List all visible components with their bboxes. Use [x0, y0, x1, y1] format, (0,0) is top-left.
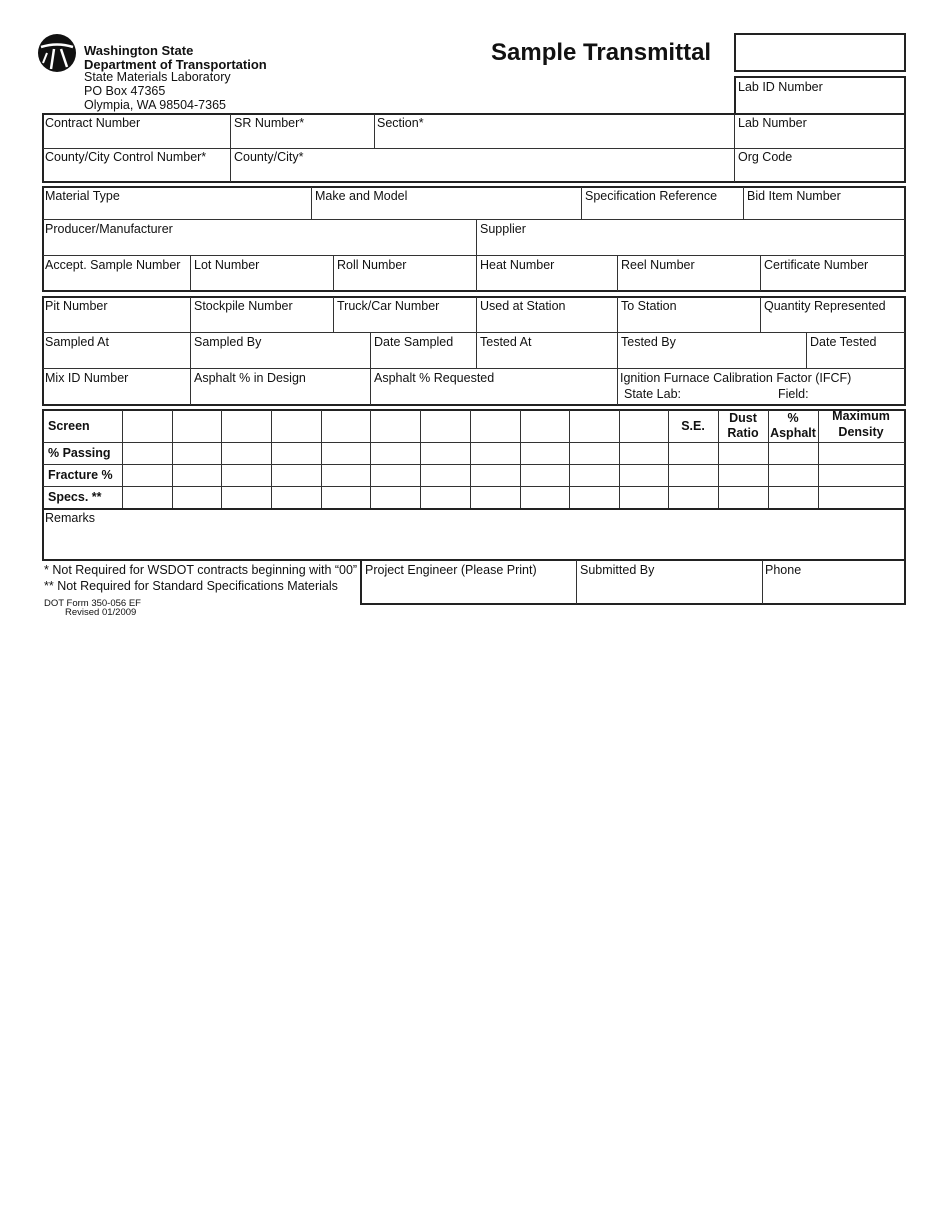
- col-header-ratio: Ratio: [727, 426, 759, 440]
- bid-item-number-field[interactable]: Bid Item Number: [747, 189, 841, 203]
- grid-cell[interactable]: [570, 410, 619, 442]
- address-line1: State Materials Laboratory: [84, 70, 231, 84]
- roll-number-field[interactable]: Roll Number: [337, 258, 407, 272]
- contract-number-field[interactable]: Contract Number: [45, 116, 141, 130]
- col-header-dust: Dust: [729, 411, 757, 425]
- asphalt-in-design-field[interactable]: Asphalt % in Design: [194, 371, 306, 385]
- pit-number-field[interactable]: Pit Number: [45, 299, 108, 313]
- wsdot-logo: [37, 33, 77, 73]
- grid-cell[interactable]: [371, 443, 420, 464]
- used-at-station-field[interactable]: Used at Station: [480, 299, 566, 313]
- grid-cell[interactable]: [173, 487, 221, 508]
- row-label-passing: % Passing: [48, 446, 111, 460]
- grid-cell[interactable]: [222, 465, 271, 486]
- ifcf-field-field[interactable]: Field:: [778, 387, 809, 401]
- remarks-label: Remarks: [45, 511, 96, 525]
- row-label-screen: Screen: [48, 419, 90, 433]
- row-label-specs: Specs. **: [48, 490, 102, 504]
- grid-cell[interactable]: [769, 465, 818, 486]
- date-tested-field[interactable]: Date Tested: [810, 335, 877, 349]
- org-code-field[interactable]: Org Code: [738, 150, 793, 164]
- remarks-field[interactable]: [42, 508, 906, 561]
- grid-cell[interactable]: [421, 487, 470, 508]
- sampled-at-field[interactable]: Sampled At: [45, 335, 109, 349]
- grid-cell[interactable]: [173, 443, 221, 464]
- grid-cell[interactable]: [620, 487, 668, 508]
- grid-cell[interactable]: [620, 443, 668, 464]
- footnote-2: ** Not Required for Standard Specifications Materials: [44, 579, 338, 593]
- asphalt-requested-field[interactable]: Asphalt % Requested: [374, 371, 495, 385]
- grid-cell[interactable]: [471, 465, 520, 486]
- grid-cell[interactable]: [322, 410, 370, 442]
- page-title: Sample Transmittal: [491, 39, 712, 66]
- lab-id-input-box[interactable]: [734, 33, 906, 72]
- mix-id-number-field[interactable]: Mix ID Number: [45, 371, 129, 385]
- grid-cell[interactable]: [173, 465, 221, 486]
- agency-name-line1: Washington State: [84, 43, 194, 58]
- address-line3: Olympia, WA 98504-7365: [84, 98, 226, 112]
- grid-cell[interactable]: [471, 410, 520, 442]
- grid-cell[interactable]: [123, 410, 172, 442]
- grid-cell[interactable]: [570, 443, 619, 464]
- make-model-field[interactable]: Make and Model: [315, 189, 408, 203]
- grid-cell[interactable]: [222, 443, 271, 464]
- submitted-by-field[interactable]: Submitted By: [580, 563, 655, 577]
- grid-cell[interactable]: [222, 487, 271, 508]
- date-sampled-field[interactable]: Date Sampled: [374, 335, 454, 349]
- grid-cell[interactable]: [123, 465, 172, 486]
- grid-cell[interactable]: [620, 410, 668, 442]
- tested-at-field[interactable]: Tested At: [480, 335, 532, 349]
- county-city-control-field[interactable]: County/City Control Number*: [45, 150, 207, 164]
- grid-cell[interactable]: [371, 410, 420, 442]
- grid-cell[interactable]: [471, 487, 520, 508]
- col-header-density: Density: [838, 425, 884, 439]
- certificate-number-field[interactable]: Certificate Number: [764, 258, 869, 272]
- grid-cell[interactable]: [669, 443, 718, 464]
- grid-cell[interactable]: [521, 410, 569, 442]
- grid-cell[interactable]: [421, 465, 470, 486]
- accept-sample-number-field[interactable]: Accept. Sample Number: [45, 258, 181, 272]
- grid-cell[interactable]: [173, 410, 221, 442]
- grid-cell[interactable]: [521, 465, 569, 486]
- phone-field[interactable]: Phone: [765, 563, 802, 577]
- project-engineer-field[interactable]: Project Engineer (Please Print): [365, 563, 537, 577]
- grid-cell[interactable]: [521, 487, 569, 508]
- tested-by-field[interactable]: Tested By: [621, 335, 676, 349]
- form-revised-date: Revised 01/2009: [65, 607, 137, 618]
- lot-number-field[interactable]: Lot Number: [194, 258, 260, 272]
- grid-cell[interactable]: [620, 465, 668, 486]
- truck-car-number-field[interactable]: Truck/Car Number: [337, 299, 440, 313]
- grid-cell[interactable]: [421, 410, 470, 442]
- grid-cell[interactable]: [123, 487, 172, 508]
- agency-name-line2: Department of Transportation: [84, 57, 267, 72]
- grid-cell[interactable]: [570, 487, 619, 508]
- ifcf-label: Ignition Furnace Calibration Factor (IFCF): [620, 371, 852, 385]
- grid-cell[interactable]: [669, 487, 718, 508]
- grid-cell[interactable]: [322, 487, 370, 508]
- grid-cell[interactable]: [322, 465, 370, 486]
- grid-cell[interactable]: [819, 487, 905, 508]
- grid-cell[interactable]: [769, 487, 818, 508]
- producer-manufacturer-field[interactable]: Producer/Manufacturer: [45, 222, 173, 236]
- grid-cell[interactable]: [570, 465, 619, 486]
- lab-id-number-label: Lab ID Number: [738, 80, 823, 94]
- grid-cell[interactable]: [272, 410, 321, 442]
- grid-cell[interactable]: [719, 487, 768, 508]
- grid-cell[interactable]: [272, 443, 321, 464]
- grid-cell[interactable]: [272, 465, 321, 486]
- grid-cell[interactable]: [371, 487, 420, 508]
- quantity-represented-field[interactable]: Quantity Represented: [764, 299, 886, 313]
- supplier-field[interactable]: Supplier: [480, 222, 526, 236]
- grid-cell[interactable]: [819, 465, 905, 486]
- lab-number-field[interactable]: Lab Number: [738, 116, 807, 130]
- grid-cell[interactable]: [471, 443, 520, 464]
- grid-cell[interactable]: [421, 443, 470, 464]
- grid-cell[interactable]: [769, 443, 818, 464]
- heat-number-field[interactable]: Heat Number: [480, 258, 555, 272]
- grid-cell[interactable]: [719, 465, 768, 486]
- sampled-by-field[interactable]: Sampled By: [194, 335, 262, 349]
- material-type-field[interactable]: Material Type: [45, 189, 120, 203]
- row-label-fracture: Fracture %: [48, 468, 113, 482]
- section-field[interactable]: Section*: [377, 116, 424, 130]
- grid-cell[interactable]: [123, 443, 172, 464]
- to-station-field[interactable]: To Station: [621, 299, 677, 313]
- spec-reference-field[interactable]: Specification Reference: [585, 189, 718, 203]
- form-number: DOT Form 350-056 EF: [44, 598, 141, 609]
- grid-cell[interactable]: [272, 487, 321, 508]
- grid-cell[interactable]: [222, 410, 271, 442]
- grid-cell[interactable]: [521, 443, 569, 464]
- grid-cell[interactable]: [322, 443, 370, 464]
- footnote-1: * Not Required for WSDOT contracts beginning with “00”: [44, 563, 358, 577]
- grid-cell[interactable]: [719, 443, 768, 464]
- col-header-asphalt: Asphalt: [770, 426, 816, 440]
- address-line2: PO Box 47365: [84, 84, 166, 98]
- grid-cell[interactable]: [371, 465, 420, 486]
- sr-number-field[interactable]: SR Number*: [234, 116, 305, 130]
- reel-number-field[interactable]: Reel Number: [621, 258, 695, 272]
- ifcf-state-lab-field[interactable]: State Lab:: [624, 387, 681, 401]
- county-city-field[interactable]: County/City*: [234, 150, 304, 164]
- col-header-maximum: Maximum: [832, 409, 890, 423]
- col-header-pct: %: [787, 411, 799, 425]
- col-header-se: S.E.: [681, 419, 705, 433]
- grid-cell[interactable]: [669, 465, 718, 486]
- stockpile-number-field[interactable]: Stockpile Number: [194, 299, 293, 313]
- grid-cell[interactable]: [819, 443, 905, 464]
